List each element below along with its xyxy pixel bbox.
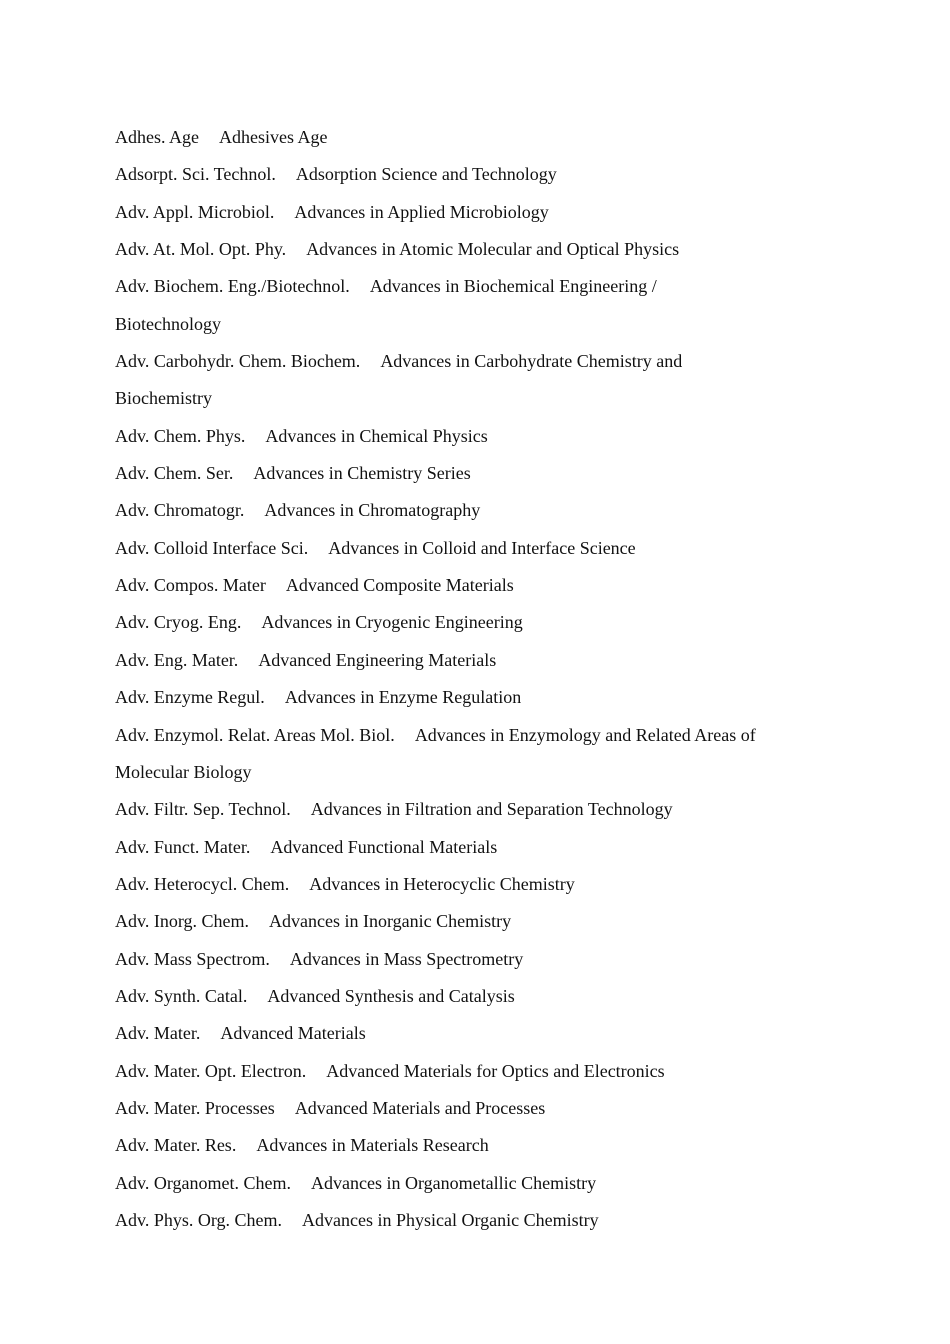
entry-full-title: Advanced Synthesis and Catalysis bbox=[267, 985, 515, 1006]
entry-abbreviation: Adv. Mater. Res. bbox=[115, 1135, 237, 1156]
entry-abbreviation: Adv. Carbohydr. Chem. Biochem. bbox=[115, 351, 361, 372]
entry-abbreviation: Adv. Enzymol. Relat. Areas Mol. Biol. bbox=[115, 724, 395, 745]
entry-full-title: Advances in Colloid and Interface Science bbox=[328, 537, 636, 558]
abbreviation-list bbox=[115, 119, 815, 1239]
entry-line bbox=[115, 829, 815, 866]
entry-full-title: Advances in Mass Spectrometry bbox=[289, 948, 524, 969]
entry-line bbox=[115, 1127, 815, 1164]
entry-abbreviation: Adv. Colloid Interface Sci. bbox=[115, 537, 309, 558]
entry-full-title: Adsorption Science and Technology bbox=[295, 164, 557, 185]
entry-line bbox=[115, 268, 815, 305]
entry-line bbox=[115, 343, 815, 380]
entry-line bbox=[115, 567, 815, 604]
entry-full-title: Advanced Functional Materials bbox=[270, 836, 498, 857]
entry-full-title: Advances in Filtration and Separation Technology bbox=[310, 799, 673, 820]
entry-line bbox=[115, 418, 815, 455]
entry-continuation: Molecular Biology bbox=[115, 761, 252, 782]
entry-abbreviation: Adv. Eng. Mater. bbox=[115, 649, 239, 670]
entry-full-title: Advances in Enzyme Regulation bbox=[284, 687, 522, 708]
entry-line bbox=[115, 530, 815, 567]
entry-abbreviation: Adv. Chem. Ser. bbox=[115, 463, 234, 484]
entry-abbreviation: Adv. Mass Spectrom. bbox=[115, 948, 270, 969]
entry-line bbox=[115, 1202, 815, 1239]
entry-line bbox=[115, 1165, 815, 1202]
entry-full-title: Advanced Engineering Materials bbox=[258, 649, 497, 670]
entry-line bbox=[115, 1090, 815, 1127]
entry-line bbox=[115, 679, 815, 716]
entry-line bbox=[115, 604, 815, 641]
entry-line bbox=[115, 941, 815, 978]
entry-full-title: Advanced Composite Materials bbox=[285, 575, 514, 596]
entry-continuation: Biotechnology bbox=[115, 313, 221, 334]
entry-line bbox=[115, 642, 815, 679]
entry-abbreviation: Adv. Mater. bbox=[115, 1023, 201, 1044]
entry-abbreviation: Adv. At. Mol. Opt. Phy. bbox=[115, 239, 287, 260]
entry-line bbox=[115, 492, 815, 529]
entry-full-title: Advances in Materials Research bbox=[256, 1135, 489, 1156]
entry-full-title: Advances in Chromatography bbox=[264, 500, 481, 521]
entry-abbreviation: Adv. Enzyme Regul. bbox=[115, 687, 265, 708]
entry-abbreviation: Adv. Chem. Phys. bbox=[115, 425, 246, 446]
entry-full-title: Advances in Applied Microbiology bbox=[294, 201, 549, 222]
entry-line bbox=[115, 717, 815, 754]
entry-abbreviation: Adv. Chromatogr. bbox=[115, 500, 245, 521]
entry-abbreviation: Adv. Phys. Org. Chem. bbox=[115, 1209, 283, 1230]
entry-full-title: Advances in Carbohydrate Chemistry and bbox=[380, 351, 683, 372]
entry-full-title: Advanced Materials and Processes bbox=[294, 1097, 546, 1118]
entry-abbreviation: Adv. Appl. Microbiol. bbox=[115, 201, 275, 222]
entry-full-title: Advances in Biochemical Engineering / bbox=[369, 276, 657, 297]
entry-line bbox=[115, 1015, 815, 1052]
entry-full-title: Advances in Organometallic Chemistry bbox=[310, 1172, 597, 1193]
entry-full-title: Advances in Atomic Molecular and Optical Physics bbox=[306, 239, 680, 260]
entry-full-title: Advanced Materials bbox=[220, 1023, 366, 1044]
entry-line bbox=[115, 194, 815, 231]
entry-line bbox=[115, 1053, 815, 1090]
entry-full-title: Advances in Chemical Physics bbox=[265, 425, 488, 446]
entry-full-title: Advances in Inorganic Chemistry bbox=[269, 911, 512, 932]
entry-line bbox=[115, 791, 815, 828]
entry-full-title: Advances in Cryogenic Engineering bbox=[261, 612, 523, 633]
entry-abbreviation: Adv. Biochem. Eng./Biotechnol. bbox=[115, 276, 350, 297]
entry-full-title: Advances in Enzymology and Related Areas of bbox=[414, 724, 756, 745]
entry-full-title: Advances in Physical Organic Chemistry bbox=[302, 1209, 599, 1230]
entry-line bbox=[115, 455, 815, 492]
entry-abbreviation: Adv. Synth. Catal. bbox=[115, 985, 248, 1006]
entry-abbreviation: Adv. Mater. Processes bbox=[115, 1097, 275, 1118]
entry-line bbox=[115, 866, 815, 903]
entry-abbreviation: Adv. Filtr. Sep. Technol. bbox=[115, 799, 291, 820]
entry-line bbox=[115, 903, 815, 940]
entry-abbreviation: Adv. Organomet. Chem. bbox=[115, 1172, 291, 1193]
entry-abbreviation: Adhes. Age bbox=[115, 127, 199, 147]
entry-full-title: Adhesives Age bbox=[219, 127, 328, 147]
entry-abbreviation: Adv. Funct. Mater. bbox=[115, 836, 251, 857]
entry-abbreviation: Adv. Mater. Opt. Electron. bbox=[115, 1060, 307, 1081]
entry-abbreviation: Adv. Cryog. Eng. bbox=[115, 612, 242, 633]
entry-abbreviation: Adsorpt. Sci. Technol. bbox=[115, 164, 276, 185]
entry-abbreviation: Adv. Compos. Mater bbox=[115, 575, 266, 596]
entry-line bbox=[115, 156, 815, 193]
entry-full-title: Advanced Materials for Optics and Electronics bbox=[326, 1060, 665, 1081]
entry-abbreviation: Adv. Inorg. Chem. bbox=[115, 911, 249, 932]
entry-continuation: Biochemistry bbox=[115, 388, 212, 409]
entry-line bbox=[115, 231, 815, 268]
entry-full-title: Advances in Heterocyclic Chemistry bbox=[309, 873, 575, 894]
entry-abbreviation: Adv. Heterocycl. Chem. bbox=[115, 873, 290, 894]
entry-line bbox=[115, 978, 815, 1015]
entry-full-title: Advances in Chemistry Series bbox=[253, 463, 471, 484]
entry-line bbox=[115, 119, 815, 156]
